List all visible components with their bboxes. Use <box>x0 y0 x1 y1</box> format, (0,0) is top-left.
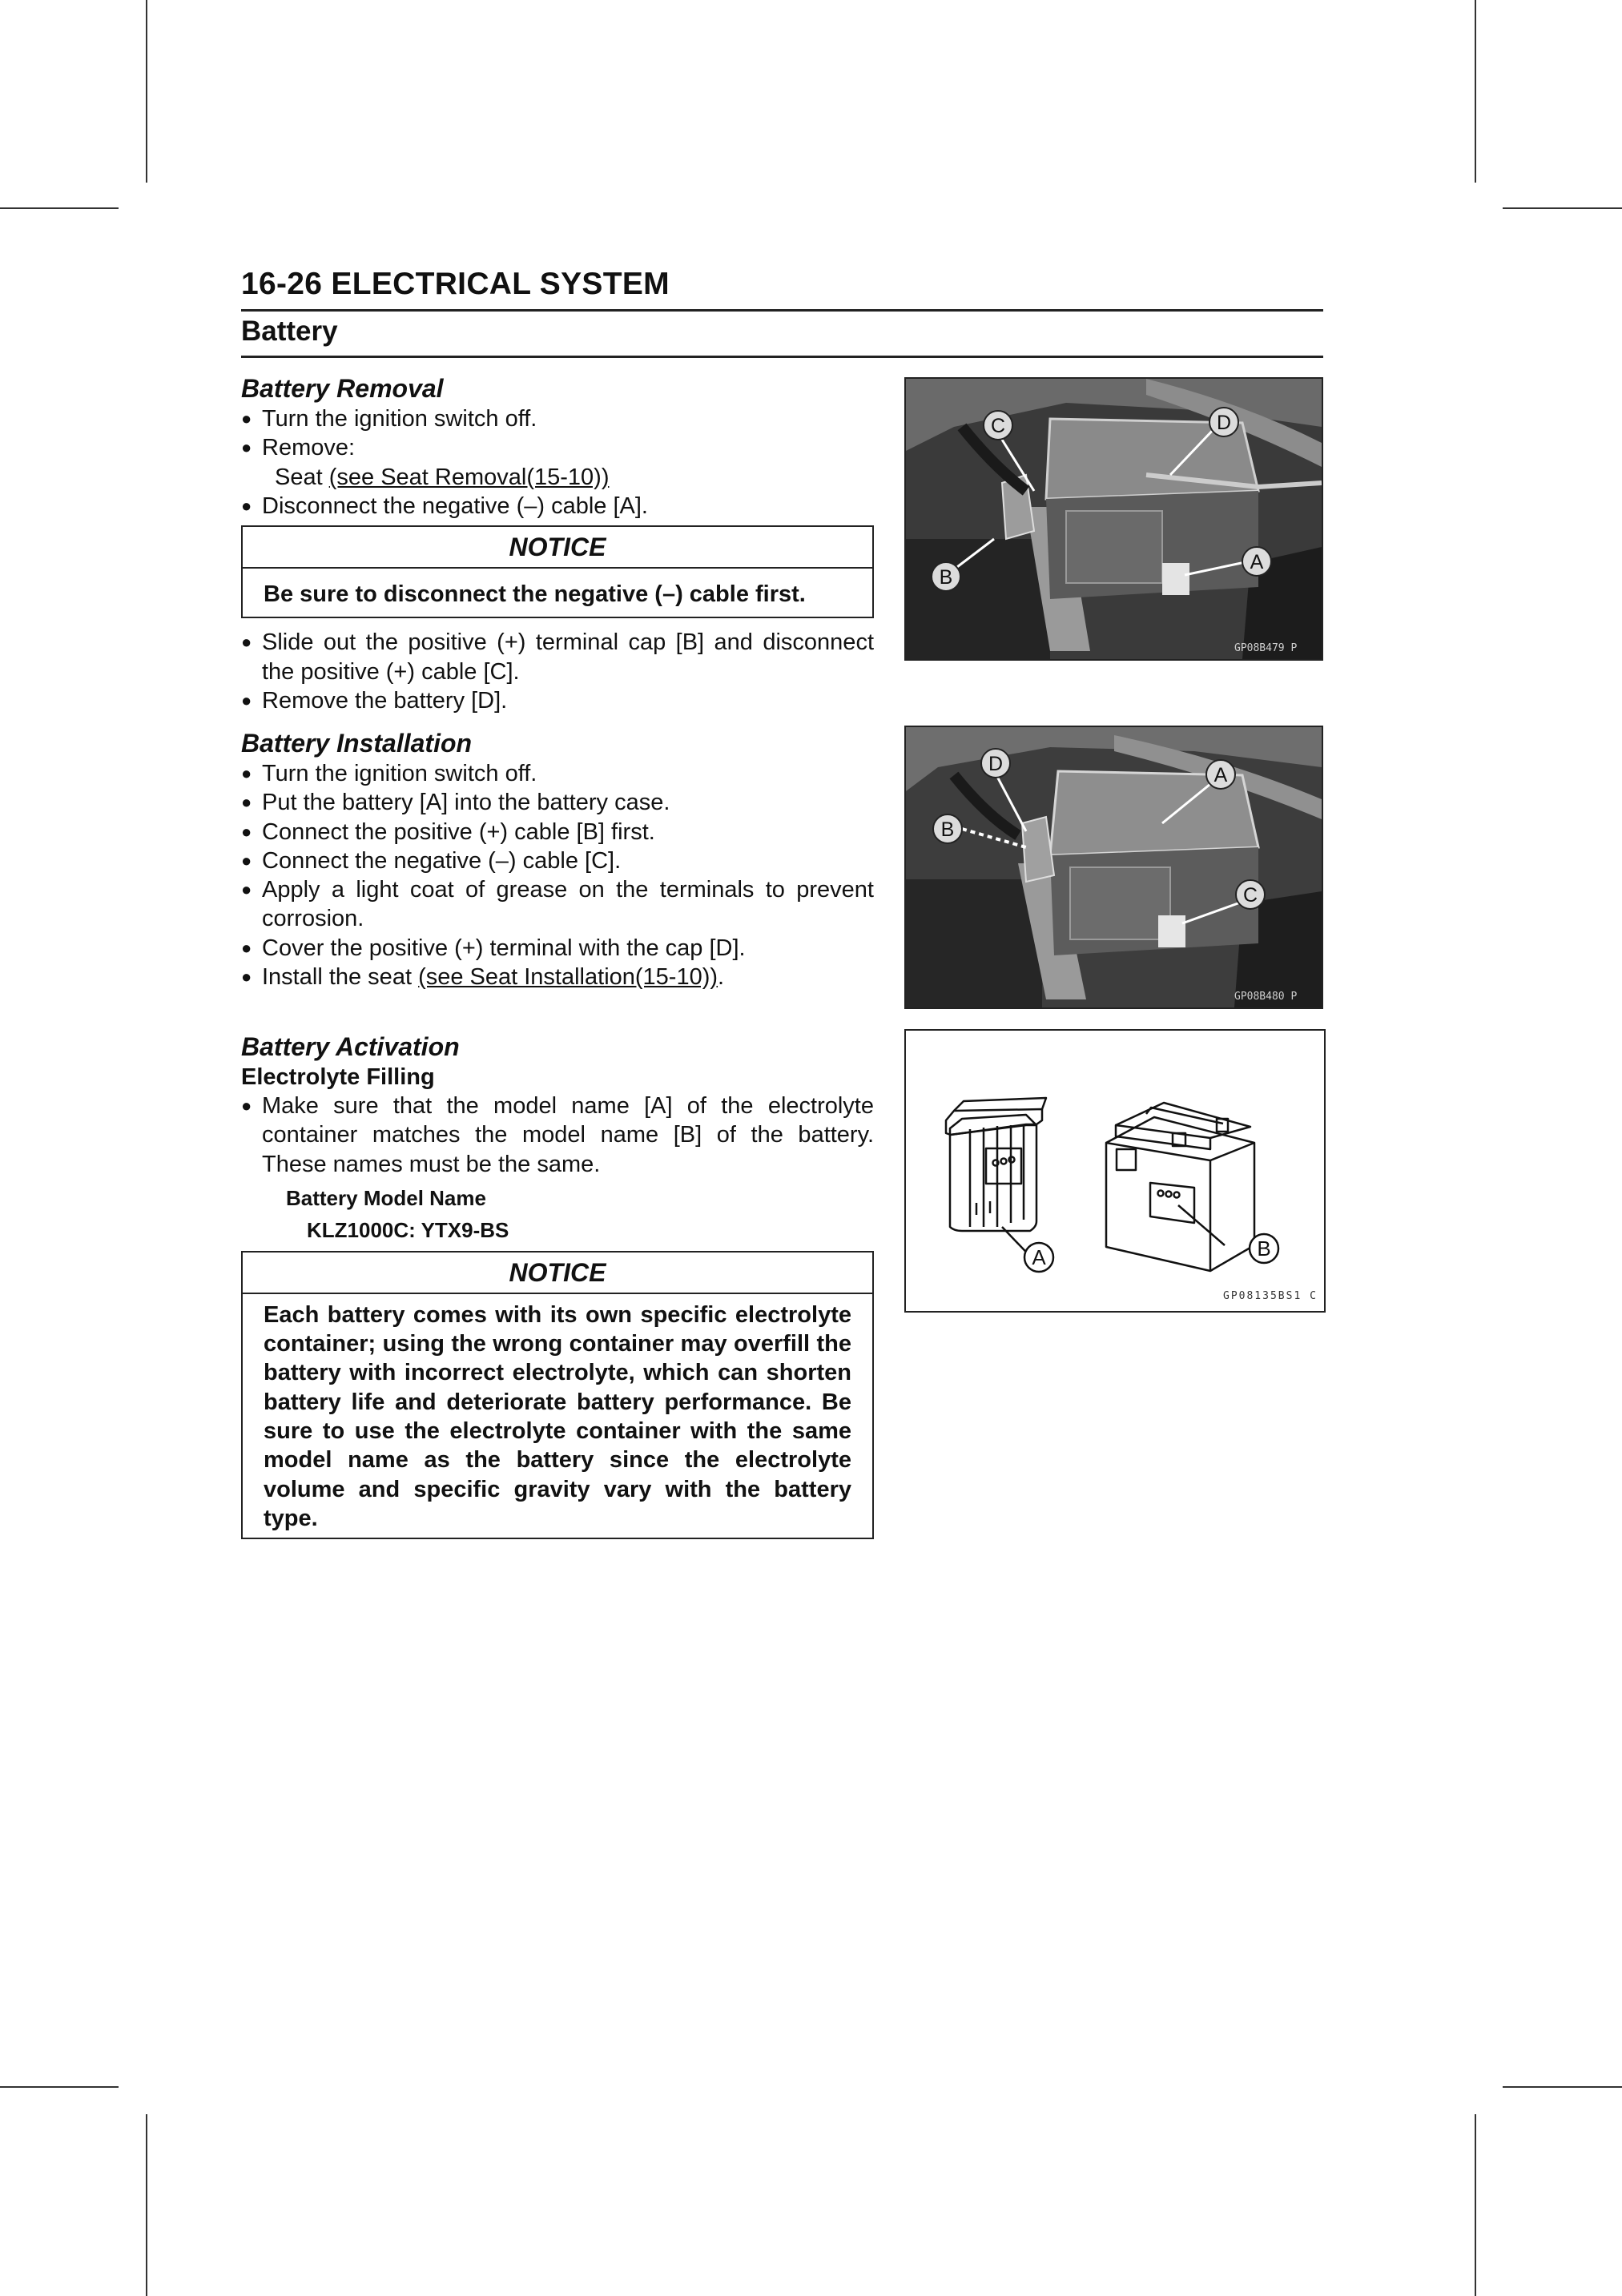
removal-section <box>241 372 874 715</box>
removal-notice <box>241 525 874 618</box>
seat-installation-link[interactable]: (see Seat Installation(15-10)) <box>418 964 718 991</box>
crop-mark <box>1475 0 1476 183</box>
callout-b <box>932 562 960 591</box>
callout-c <box>984 411 1012 440</box>
callout-label: B <box>939 566 953 589</box>
spec-label: Battery Model Name <box>286 1185 486 1210</box>
activation-section <box>241 1031 874 1539</box>
callout-a <box>1024 1243 1053 1272</box>
callout-label: B <box>940 818 955 841</box>
callout-label: A <box>1250 551 1264 573</box>
crop-mark <box>146 2114 147 2296</box>
section-rule <box>241 356 1323 358</box>
electrolyte-model-diagram <box>904 1029 1326 1313</box>
battery-installation-photo <box>904 726 1323 1009</box>
removal-heading: Battery Removal <box>241 374 444 403</box>
page-title: 16-26 ELECTRICAL SYSTEM <box>241 267 670 301</box>
header-rule <box>241 309 1323 312</box>
callout-label: D <box>1216 412 1232 434</box>
spec-value: KLZ1000C: YTX9-BS <box>307 1217 509 1242</box>
figure-code: GP08B479 P <box>1234 642 1298 654</box>
activation-subheading: Electrolyte Filling <box>241 1064 435 1090</box>
callout-label: C <box>1242 884 1258 907</box>
callout-label: A <box>1213 764 1228 786</box>
crop-mark <box>1475 2114 1476 2296</box>
crop-mark <box>1503 207 1622 209</box>
crop-mark <box>1503 2086 1622 2088</box>
callout-label: A <box>1032 1245 1046 1269</box>
callout-d <box>981 749 1010 778</box>
figure-code: GP08B480 P <box>1234 991 1298 1003</box>
callout-label: B <box>1257 1236 1271 1261</box>
callout-label: C <box>990 415 1006 437</box>
removal-step: ● Turn the ignition switch off. <box>241 404 874 433</box>
removal-step: ● Disconnect the negative (–) cable [A]. <box>241 492 874 521</box>
battery-removal-photo <box>904 377 1323 661</box>
crop-mark <box>0 207 119 209</box>
activation-heading: Battery Activation <box>241 1032 460 1061</box>
removal-step: ● Remove: <box>241 433 874 462</box>
removal-step: ● Remove the battery [D]. <box>241 686 874 715</box>
removal-step: ● Slide out the positive (+) terminal cap [B] and disconnect the positive (+) cable [C]. <box>241 628 874 686</box>
callout-b <box>933 814 962 843</box>
callout-c <box>1236 880 1265 909</box>
activation-notice <box>241 1251 874 1539</box>
callout-b <box>1250 1234 1278 1263</box>
notice-title: NOTICE <box>243 1253 872 1294</box>
install-seat-text: Install the seat <box>262 964 419 991</box>
crop-mark <box>0 2086 119 2088</box>
installation-step: ● Turn the ignition switch off. <box>241 759 874 788</box>
installation-step: ● Connect the negative (–) cable [C]. <box>241 846 874 875</box>
notice-title: NOTICE <box>243 527 872 569</box>
installation-step: ● Connect the positive (+) cable [B] first. <box>241 818 874 846</box>
installation-step: ● Apply a light coat of grease on the terminals to prevent corrosion. <box>241 875 874 934</box>
notice-text: Be sure to disconnect the negative (–) cable first. <box>264 581 806 608</box>
installation-step <box>241 963 874 991</box>
installation-section <box>241 727 874 991</box>
notice-text: Each battery comes with its own specific electrolyte container; using the wrong container may overfill the battery with incorrect electrolyte, which can shorten battery life and deteriorate battery performance. Be sure to use the electrolyte container with the same model name as the battery since the electrolyte volume and specific gravity vary with the battery type. <box>264 1301 851 1531</box>
activation-step: ● Make sure that the model name [A] of the electrolyte container matches the model name [B] of the battery. These names must be the same. <box>241 1092 874 1179</box>
callout-d <box>1209 408 1238 436</box>
seat-label: Seat <box>275 464 329 490</box>
installation-step: ● Put the battery [A] into the battery case. <box>241 788 874 817</box>
figure-code: GP08135BS1 C <box>1223 1290 1318 1302</box>
section-title: Battery <box>241 316 338 347</box>
installation-heading: Battery Installation <box>241 729 473 758</box>
crop-mark <box>146 0 147 183</box>
callout-label: D <box>988 753 1004 775</box>
callout-a <box>1242 547 1271 576</box>
removal-subitem <box>241 463 874 492</box>
installation-step: ● Cover the positive (+) terminal with the cap [D]. <box>241 934 874 963</box>
seat-removal-link[interactable]: (see Seat Removal(15-10)) <box>328 464 610 490</box>
callout-a <box>1206 760 1235 789</box>
install-seat-suffix: . <box>718 964 725 991</box>
